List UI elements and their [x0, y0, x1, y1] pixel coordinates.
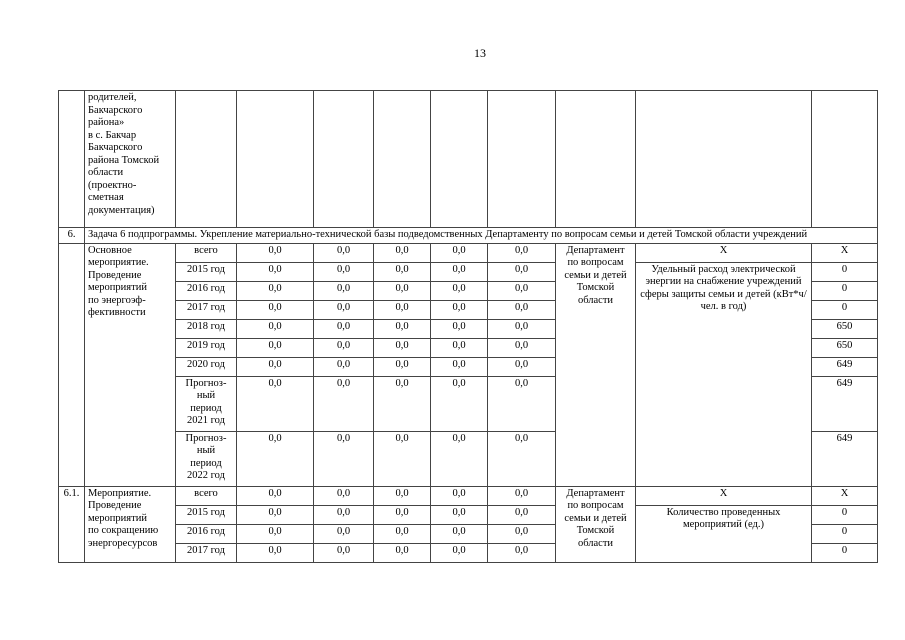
task-title: Задача 6 подпрограммы. Укрепление материально-технической базы подведомственных Департаменту по вопросам семьи и детей Томской области учреждений [85, 228, 878, 244]
target-value-cell: 649 [812, 357, 878, 376]
indicator-x-cell: X [636, 243, 812, 262]
value-cell: 0,0 [237, 243, 314, 262]
value-cell: 0,0 [488, 543, 556, 562]
empty-cell [374, 91, 431, 228]
value-cell: 0,0 [431, 262, 488, 281]
value-cell: 0,0 [374, 319, 431, 338]
indicator-cell: Удельный расход электрической энергии на снабжение учреждений сферы защиты семьи и детей (кВт*ч/чел. в год) [636, 262, 812, 486]
empty-cell [431, 91, 488, 228]
row-number: 6.1. [59, 486, 85, 562]
value-cell: 0,0 [488, 262, 556, 281]
indicator-cell: Количество проведенных мероприятий (ед.) [636, 505, 812, 562]
value-cell: 0,0 [488, 431, 556, 486]
target-value-cell: 0 [812, 300, 878, 319]
value-cell: 0,0 [237, 543, 314, 562]
value-cell: 0,0 [314, 262, 374, 281]
value-cell: 0,0 [431, 281, 488, 300]
table-row [59, 91, 878, 228]
table-row [59, 486, 878, 505]
year-cell: 2015 год [176, 505, 237, 524]
value-cell: 0,0 [237, 524, 314, 543]
activity-name: Мероприятие. Проведение мероприятий по сокращению энергоресурсов [85, 486, 176, 562]
year-cell: всего [176, 243, 237, 262]
value-cell: 0,0 [488, 300, 556, 319]
value-cell: 0,0 [374, 300, 431, 319]
value-cell: 0,0 [374, 262, 431, 281]
value-cell: 0,0 [431, 486, 488, 505]
value-cell: 0,0 [488, 376, 556, 431]
value-cell: 0,0 [237, 505, 314, 524]
empty-cell [176, 91, 237, 228]
year-cell: 2017 год [176, 300, 237, 319]
value-cell: 0,0 [314, 486, 374, 505]
value-cell: 0,0 [237, 357, 314, 376]
activity-name: Основное мероприятие. Проведение мероприятий по энергоэф- фективности [85, 243, 176, 486]
year-cell: 2020 год [176, 357, 237, 376]
value-cell: 0,0 [237, 338, 314, 357]
value-cell: 0,0 [374, 281, 431, 300]
value-cell: 0,0 [237, 319, 314, 338]
value-cell: 0,0 [431, 243, 488, 262]
value-cell: 0,0 [237, 376, 314, 431]
target-value-cell: 650 [812, 319, 878, 338]
year-cell: 2016 год [176, 524, 237, 543]
table-row [59, 505, 878, 524]
year-cell: всего [176, 486, 237, 505]
value-cell: 0,0 [374, 243, 431, 262]
value-cell: 0,0 [488, 486, 556, 505]
table-row [59, 243, 878, 262]
value-cell: 0,0 [374, 376, 431, 431]
value-cell: 0,0 [314, 300, 374, 319]
value-cell: 0,0 [488, 281, 556, 300]
year-cell: Прогноз- ный период 2021 год [176, 376, 237, 431]
value-cell: 0,0 [488, 338, 556, 357]
indicator-x-cell: X [636, 486, 812, 505]
value-cell: 0,0 [431, 431, 488, 486]
department-cell: Департамент по вопросам семьи и детей Томской области [556, 486, 636, 562]
empty-cell [314, 91, 374, 228]
continuation-text: родителей, Бакчарского района» в с. Бакчар Бакчарского района Томской области (проектно- сметная документация) [85, 91, 176, 228]
value-cell: 0,0 [237, 262, 314, 281]
target-value-cell: 0 [812, 281, 878, 300]
target-value-cell: 0 [812, 543, 878, 562]
value-cell: 0,0 [314, 338, 374, 357]
target-value-cell: X [812, 486, 878, 505]
value-cell: 0,0 [314, 524, 374, 543]
target-value-cell: 0 [812, 524, 878, 543]
value-cell: 0,0 [314, 543, 374, 562]
value-cell: 0,0 [237, 486, 314, 505]
year-cell: 2019 год [176, 338, 237, 357]
value-cell: 0,0 [237, 281, 314, 300]
empty-cell [812, 91, 878, 228]
target-value-cell: 0 [812, 262, 878, 281]
page-number: 13 [474, 46, 486, 60]
value-cell: 0,0 [314, 357, 374, 376]
value-cell: 0,0 [314, 319, 374, 338]
target-value-cell: 650 [812, 338, 878, 357]
value-cell: 0,0 [314, 431, 374, 486]
target-value-cell: 649 [812, 431, 878, 486]
value-cell: 0,0 [431, 338, 488, 357]
task-row [59, 228, 878, 244]
value-cell: 0,0 [374, 338, 431, 357]
empty-cell [237, 91, 314, 228]
value-cell: 0,0 [488, 524, 556, 543]
empty-cell [488, 91, 556, 228]
value-cell: 0,0 [374, 431, 431, 486]
department-cell: Департамент по вопросам семьи и детей Томской области [556, 243, 636, 486]
value-cell: 0,0 [374, 543, 431, 562]
year-cell: 2018 год [176, 319, 237, 338]
empty-cell [556, 91, 636, 228]
value-cell: 0,0 [374, 524, 431, 543]
value-cell: 0,0 [488, 357, 556, 376]
table-row [59, 262, 878, 281]
year-cell: Прогноз- ный период 2022 год [176, 431, 237, 486]
value-cell: 0,0 [488, 319, 556, 338]
task-number: 6. [59, 228, 85, 244]
value-cell: 0,0 [314, 376, 374, 431]
value-cell: 0,0 [374, 357, 431, 376]
value-cell: 0,0 [431, 505, 488, 524]
empty-cell [59, 91, 85, 228]
value-cell: 0,0 [431, 357, 488, 376]
value-cell: 0,0 [431, 300, 488, 319]
target-value-cell: 0 [812, 505, 878, 524]
value-cell: 0,0 [431, 319, 488, 338]
row-number [59, 243, 85, 486]
year-cell: 2016 год [176, 281, 237, 300]
target-value-cell: X [812, 243, 878, 262]
program-table [58, 90, 878, 563]
value-cell: 0,0 [488, 243, 556, 262]
value-cell: 0,0 [431, 543, 488, 562]
value-cell: 0,0 [431, 376, 488, 431]
value-cell: 0,0 [237, 300, 314, 319]
target-value-cell: 649 [812, 376, 878, 431]
value-cell: 0,0 [237, 431, 314, 486]
year-cell: 2015 год [176, 262, 237, 281]
value-cell: 0,0 [314, 243, 374, 262]
value-cell: 0,0 [374, 505, 431, 524]
empty-cell [636, 91, 812, 228]
value-cell: 0,0 [374, 486, 431, 505]
value-cell: 0,0 [431, 524, 488, 543]
value-cell: 0,0 [314, 281, 374, 300]
value-cell: 0,0 [314, 505, 374, 524]
value-cell: 0,0 [488, 505, 556, 524]
year-cell: 2017 год [176, 543, 237, 562]
